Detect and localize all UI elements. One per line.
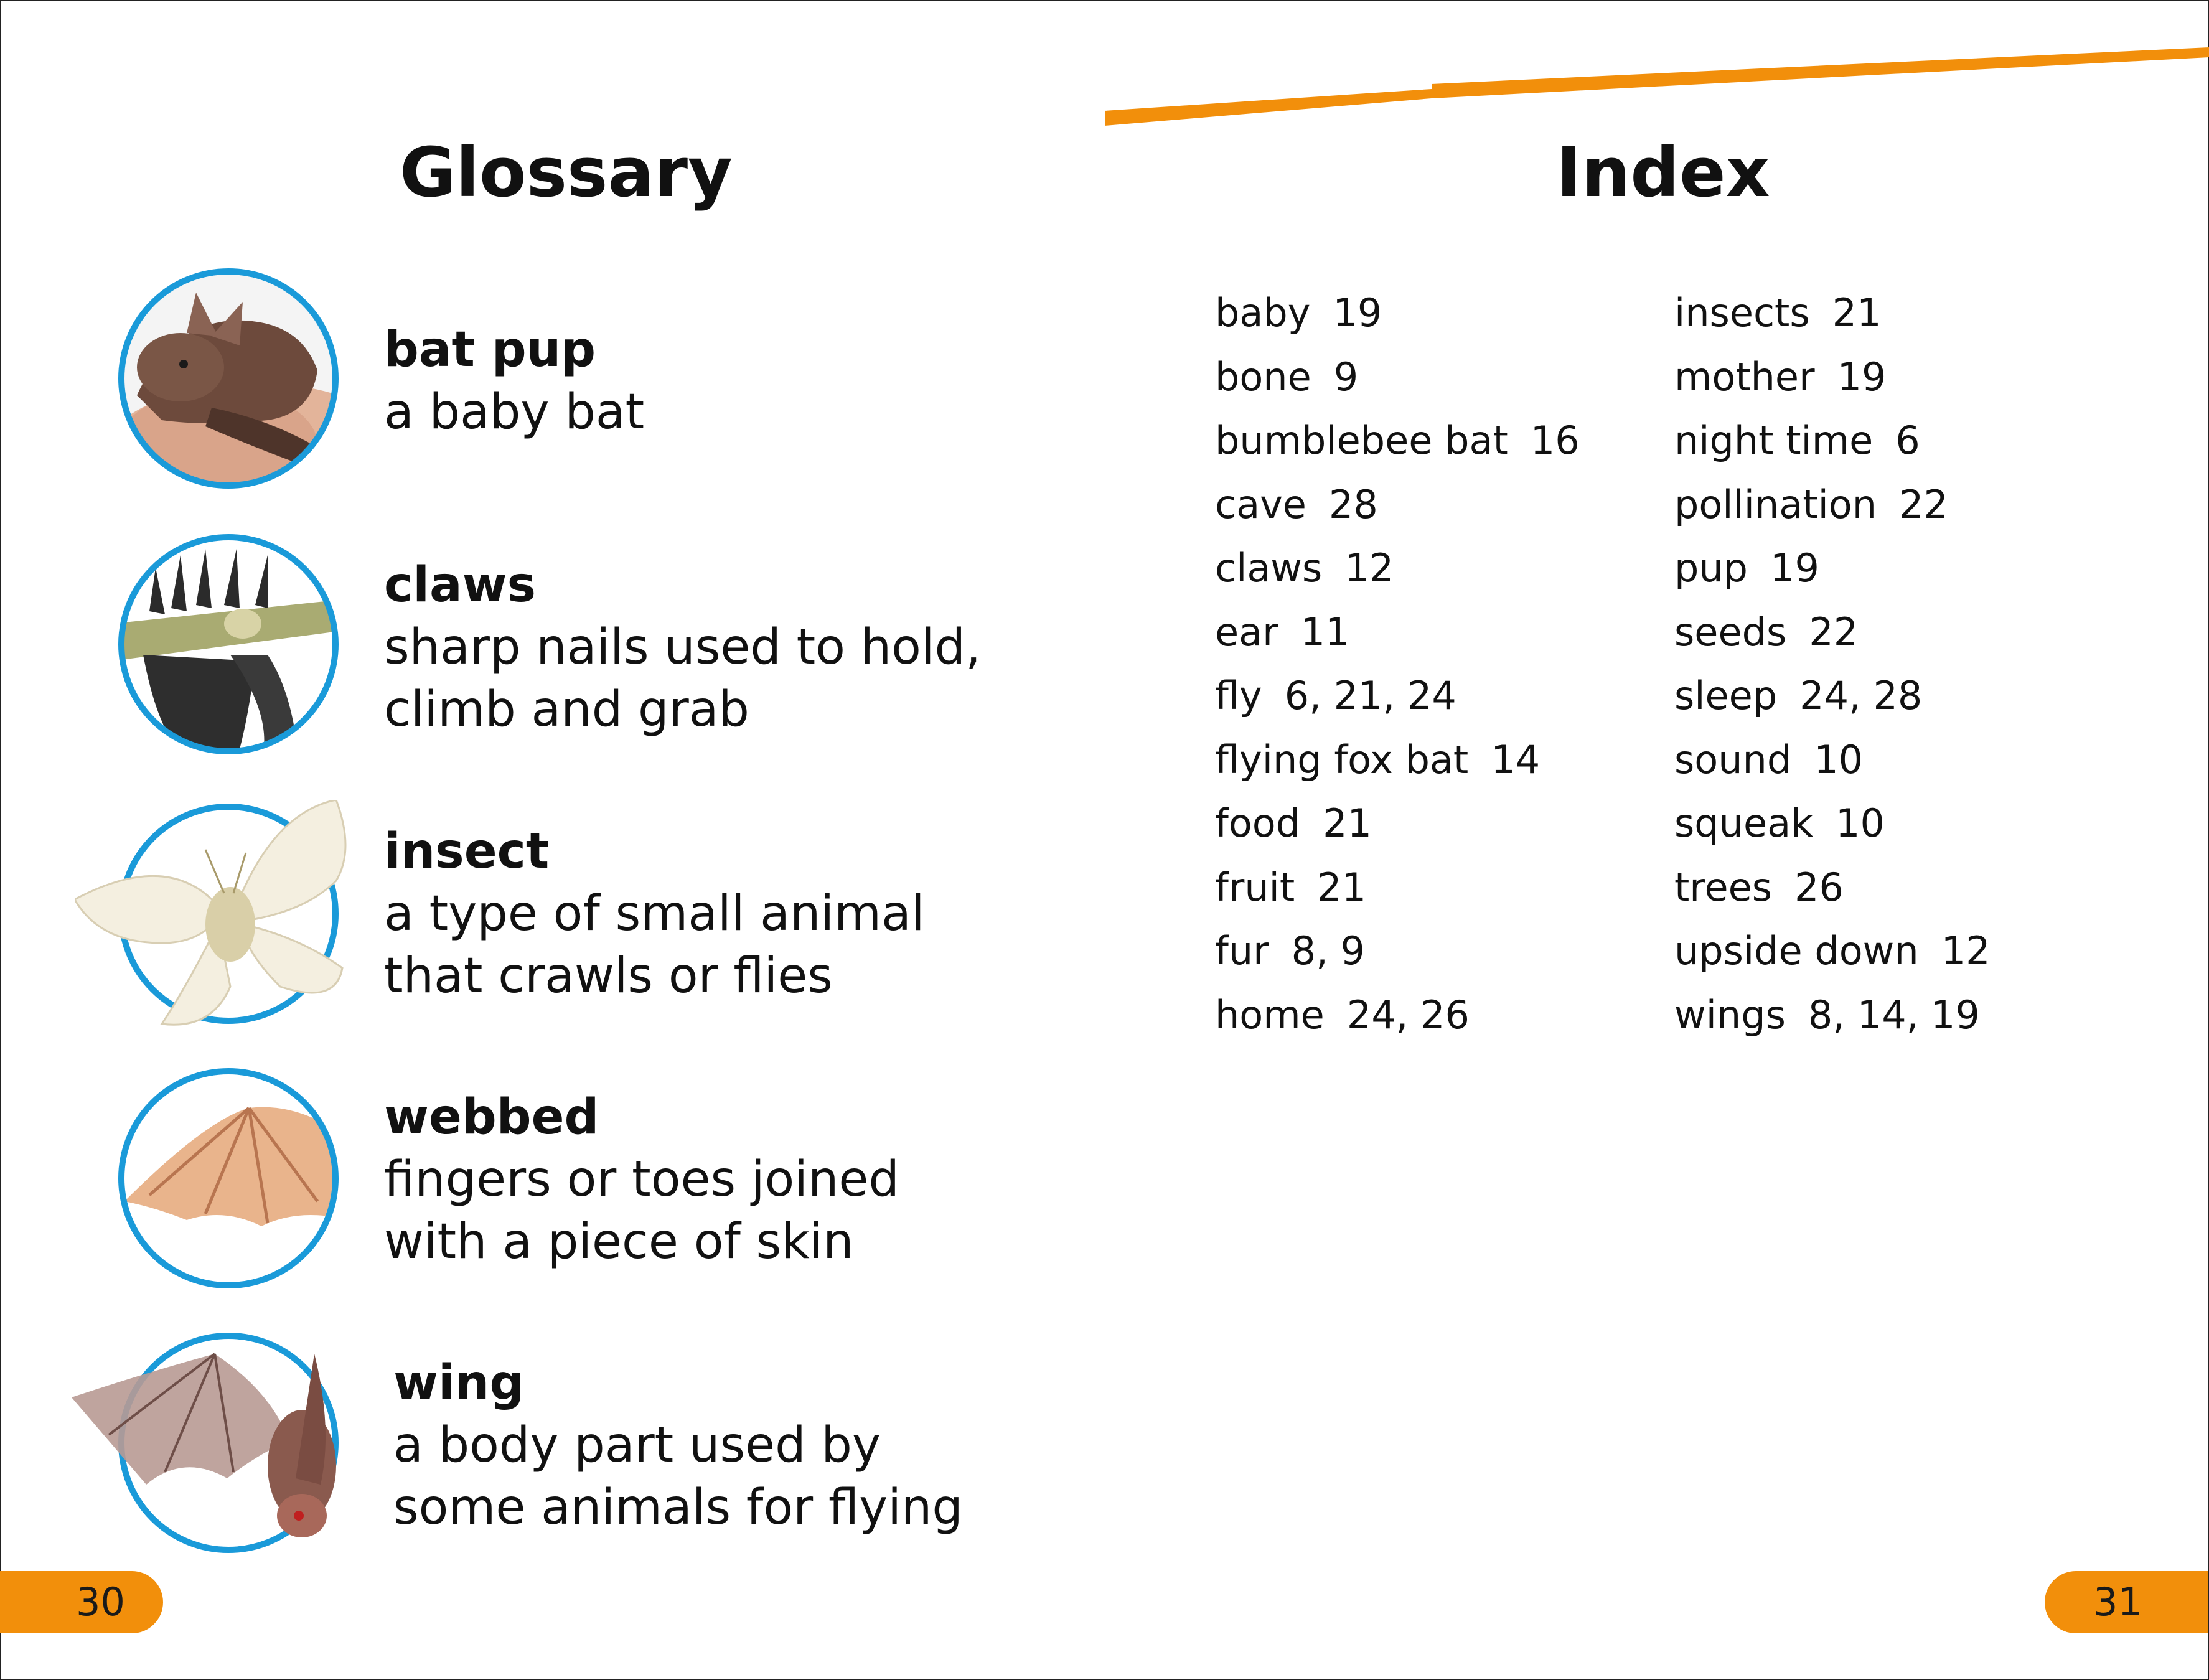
glossary-definition: fingers or toes joined with a piece of skin	[384, 1152, 899, 1270]
index-term: flying fox bat	[1215, 736, 1469, 782]
index-pages: 19	[1770, 545, 1819, 591]
index-pages: 10	[1836, 800, 1885, 846]
index-term: sleep	[1674, 673, 1778, 718]
index-pages: 16	[1530, 418, 1580, 463]
glossary-term: wing	[393, 1355, 525, 1411]
index-term: mother	[1674, 354, 1815, 400]
index-entry	[1215, 856, 1580, 920]
glossary-term: webbed	[384, 1089, 599, 1145]
index-pages: 11	[1300, 609, 1350, 655]
index-pages: 22	[1809, 609, 1859, 655]
index-entry	[1215, 919, 1580, 983]
index-pages: 22	[1899, 481, 1948, 527]
index-entry	[1215, 473, 1580, 537]
glossary-term: bat pup	[384, 322, 596, 378]
index-entry	[1674, 792, 1991, 856]
index-entry	[1215, 281, 1580, 345]
index-term: wings	[1674, 992, 1786, 1038]
index-term: fruit	[1215, 864, 1295, 910]
glossary-heading: Glossary	[400, 133, 733, 212]
index-entry	[1674, 983, 1991, 1048]
index-pages: 6	[1895, 418, 1920, 463]
index-pages: 10	[1814, 736, 1864, 782]
index-pages: 14	[1491, 736, 1541, 782]
index-entry	[1674, 473, 1991, 537]
index-term: cave	[1215, 481, 1306, 527]
index-term: food	[1215, 800, 1301, 846]
index-term: seeds	[1674, 609, 1787, 655]
index-column-right	[1674, 281, 1991, 1047]
index-term: baby	[1215, 290, 1311, 336]
index-entry	[1215, 345, 1580, 410]
index-entry	[1674, 537, 1991, 601]
index-entry	[1215, 728, 1580, 792]
index-term: trees	[1674, 864, 1773, 910]
index-pages: 24, 28	[1799, 673, 1923, 718]
index-pages: 12	[1941, 928, 1991, 974]
bat-claws-photo	[112, 530, 349, 761]
webbed-wing-photo	[112, 1064, 349, 1295]
index-term: fly	[1215, 673, 1262, 718]
glossary-definition: a body part used by some animals for flying	[393, 1417, 963, 1536]
index-term: pollination	[1674, 481, 1877, 527]
flying-bat-photo	[72, 1329, 355, 1559]
index-term: sound	[1674, 736, 1792, 782]
glossary-term: insect	[384, 824, 550, 880]
index-pages: 24, 26	[1346, 992, 1470, 1038]
index-entry	[1674, 281, 1991, 345]
glossary-item-insect	[384, 820, 925, 1007]
index-term: pup	[1674, 545, 1748, 591]
index-entry	[1674, 856, 1991, 920]
index-entry	[1215, 409, 1580, 473]
index-entry	[1674, 345, 1991, 410]
index-entry	[1215, 792, 1580, 856]
glossary-definition: sharp nails used to hold, climb and grab	[384, 619, 981, 738]
glossary-definition: a type of small animal that crawls or flies	[384, 886, 925, 1004]
index-term: claws	[1215, 545, 1323, 591]
index-heading: Index	[1556, 133, 1770, 212]
index-term: bumblebee bat	[1215, 418, 1508, 463]
bat-pup-photo	[112, 265, 349, 495]
index-term: insects	[1674, 290, 1810, 336]
glossary-term: claws	[384, 557, 537, 613]
index-pages: 8, 14, 19	[1808, 992, 1980, 1038]
page-number-left	[0, 1571, 163, 1633]
index-pages: 19	[1333, 290, 1382, 336]
index-entry	[1674, 409, 1991, 473]
index-entry	[1674, 728, 1991, 792]
index-pages: 8, 9	[1291, 928, 1365, 974]
index-entry	[1215, 537, 1580, 601]
index-term: squeak	[1674, 800, 1813, 846]
index-term: night time	[1674, 418, 1874, 463]
moth-photo	[75, 800, 355, 1030]
index-term: bone	[1215, 354, 1311, 400]
index-pages: 9	[1333, 354, 1359, 400]
index-term: upside down	[1674, 928, 1919, 974]
glossary-definition: a baby bat	[384, 384, 645, 440]
index-pages: 26	[1794, 864, 1844, 910]
index-pages: 21	[1832, 290, 1882, 336]
orange-accent-line	[0, 0, 2209, 137]
index-pages: 21	[1323, 800, 1372, 846]
index-entry	[1674, 919, 1991, 983]
glossary-item-webbed	[384, 1086, 899, 1273]
index-term: ear	[1215, 609, 1278, 655]
index-pages: 28	[1328, 481, 1378, 527]
page-number-right	[2045, 1571, 2208, 1633]
page-number-label: 31	[2093, 1579, 2142, 1625]
index-term: fur	[1215, 928, 1269, 974]
page-number-label: 30	[76, 1579, 125, 1625]
index-entry	[1215, 664, 1580, 728]
index-entry	[1674, 601, 1991, 665]
index-pages: 6, 21, 24	[1284, 673, 1456, 718]
index-entry	[1674, 664, 1991, 728]
index-term: home	[1215, 992, 1325, 1038]
glossary-item-bat-pup	[384, 319, 644, 443]
index-entry	[1215, 601, 1580, 665]
index-pages: 21	[1317, 864, 1367, 910]
glossary-item-wing	[393, 1352, 963, 1539]
index-pages: 19	[1837, 354, 1887, 400]
index-entry	[1215, 983, 1580, 1048]
index-pages: 12	[1344, 545, 1394, 591]
glossary-item-claws	[384, 554, 981, 741]
index-column-left	[1215, 281, 1580, 1047]
